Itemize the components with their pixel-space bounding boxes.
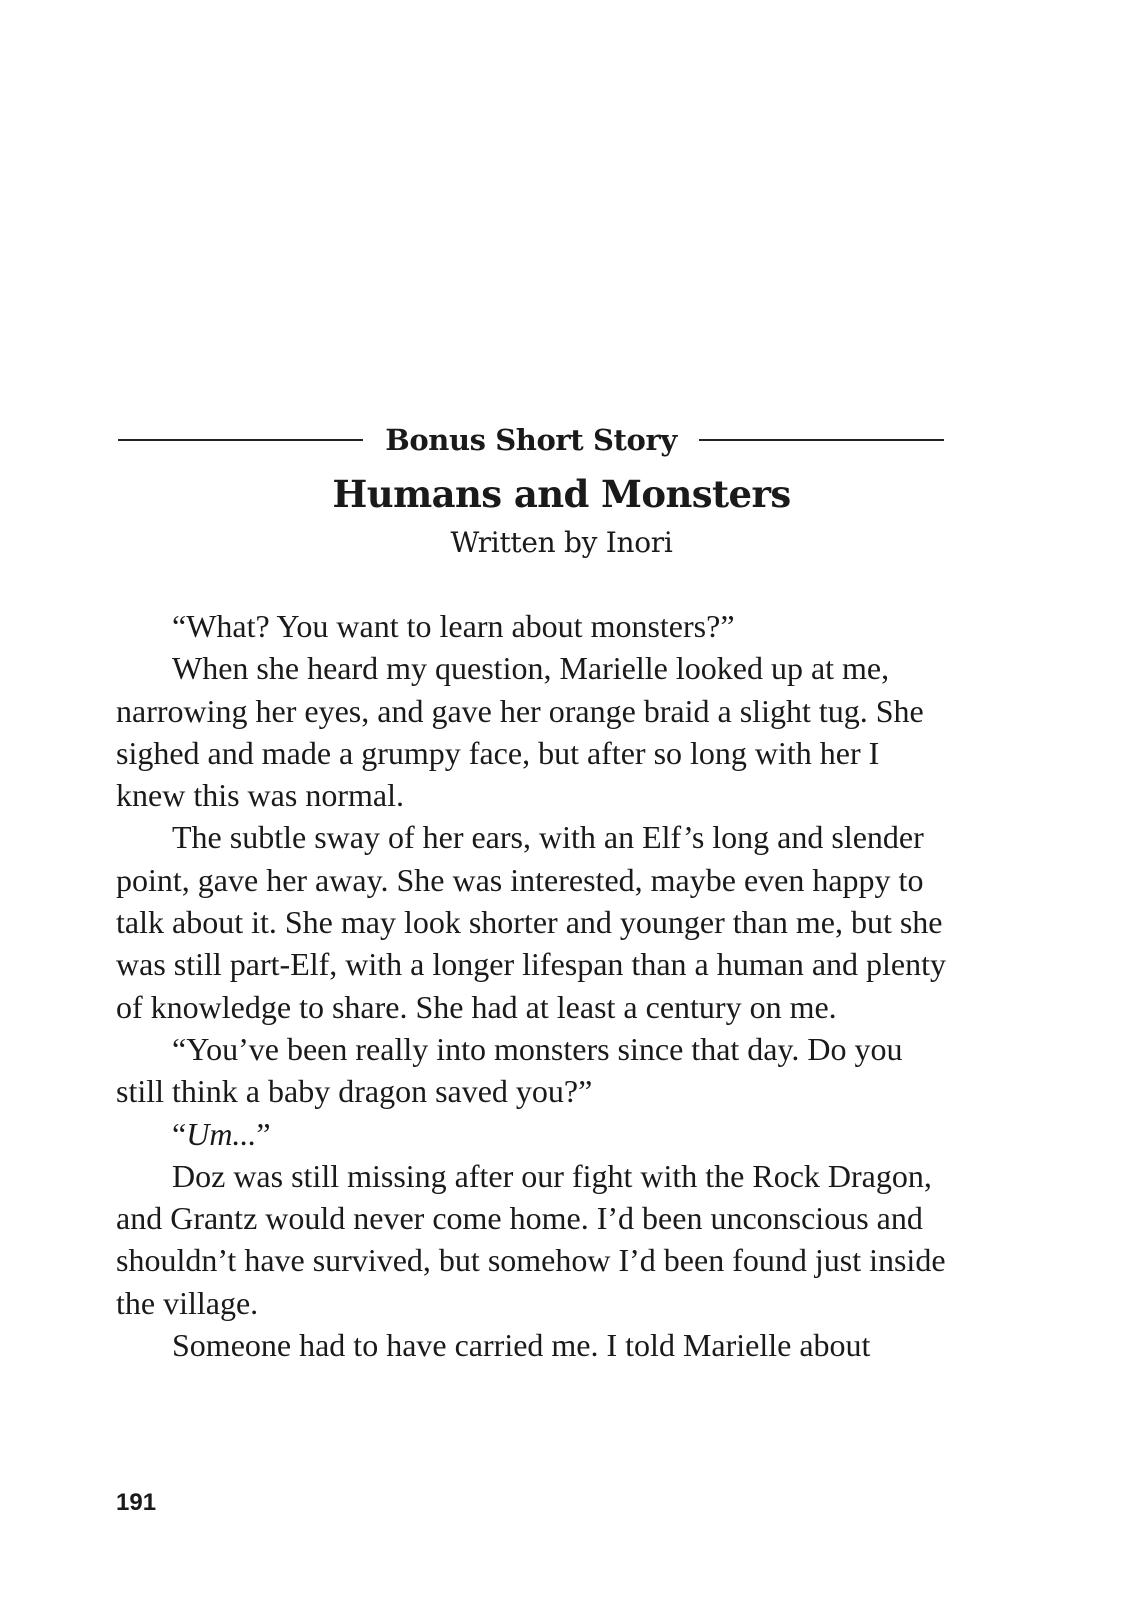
story-paragraph: The subtle sway of her ears, with an Elf’s long and slender point, gave her away. She was interested, maybe even happy to talk about it. She may look shorter and younger than me, but she was still part-Elf, with a longer lifespan than a human and plenty of knowledge to share. She had at least a century on me. xyxy=(116,819,946,1025)
left-rule-divider xyxy=(118,439,363,441)
story-paragraph-dialogue xyxy=(116,1113,956,1155)
story-title: Humans and Monsters xyxy=(332,472,791,516)
page-number: 191 xyxy=(116,1489,157,1516)
kicker-row xyxy=(118,418,944,462)
close-quote: ” xyxy=(256,1115,271,1152)
story-paragraph: “What? You want to learn about monsters?” xyxy=(172,608,735,644)
story-paragraph: Someone had to have carried me. I told Marielle about xyxy=(172,1327,871,1364)
section-kicker: Bonus Short Story xyxy=(385,423,677,457)
open-quote: “ xyxy=(172,1115,187,1152)
story-body xyxy=(116,605,956,1366)
right-rule-divider xyxy=(699,439,944,441)
story-paragraph: When she heard my question, Marielle looked up at me, narrowing her eyes, and gave her orange braid a slight tug. She sighed and made a grumpy face, but after so long with her I knew this was normal. xyxy=(116,650,924,814)
italic-dialogue: Um... xyxy=(186,1115,257,1152)
story-paragraph: “You’ve been really into monsters since that day. Do you still think a baby dragon saved you?” xyxy=(116,1030,903,1110)
story-paragraph: Doz was still missing after our fight with the Rock Dragon, and Grantz would never come home. I’d been unconscious and shouldn’t have survived, but somehow I’d been found just inside the village. xyxy=(116,1157,946,1321)
author-byline: Written by Inori xyxy=(450,526,673,559)
